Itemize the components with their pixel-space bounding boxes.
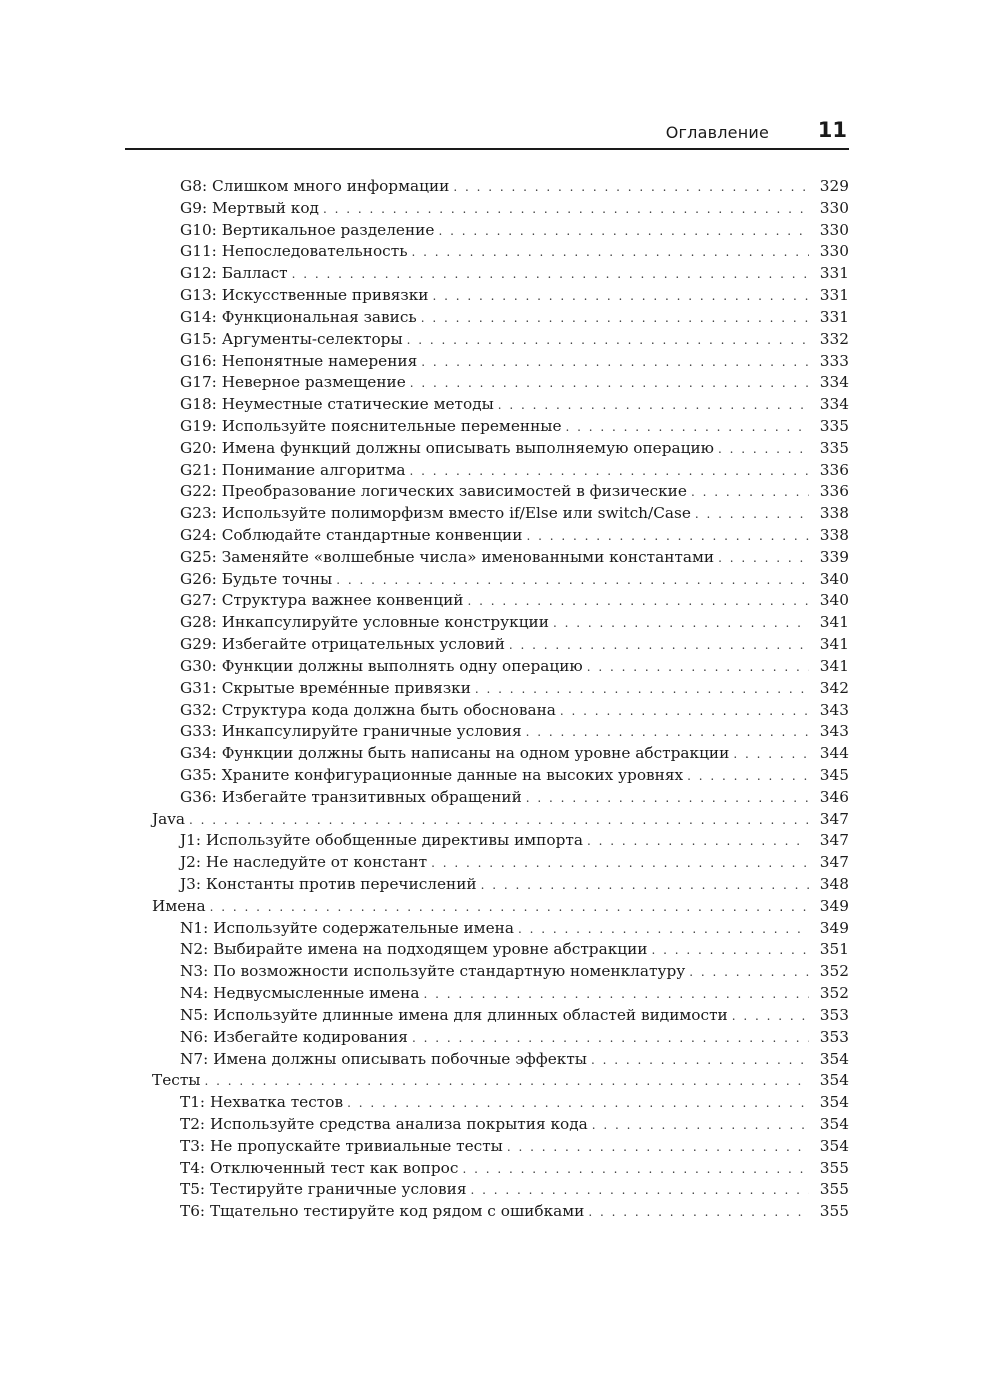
- dot-leader: [587, 657, 809, 679]
- toc-entry-title: G34: Функции должны быть написаны на одном уровне абстракции: [180, 744, 730, 763]
- toc-entry-title: G33: Инкапсулируйте граничные условия: [180, 722, 522, 741]
- toc-entry-page: 338: [819, 526, 849, 544]
- toc-entry-title: N5: Используйте длинные имена для длинных областей видимости: [180, 1005, 728, 1024]
- toc-entry-page: 346: [819, 787, 849, 806]
- toc-entry-row: [152, 1179, 849, 1201]
- toc-entry-row: [152, 918, 849, 940]
- toc-entry-page: 329: [819, 177, 849, 195]
- toc-entry-title: G36: Избегайте транзитивных обращений: [180, 787, 522, 806]
- dot-leader: [292, 264, 809, 286]
- toc-entry-page: 336: [819, 482, 849, 501]
- toc-entry-row: [152, 263, 849, 285]
- toc-entry-row: [152, 634, 849, 656]
- toc-entry-row: [152, 983, 849, 1005]
- toc-entry-title: T5: Тестируйте граничные условия: [180, 1180, 467, 1199]
- dot-leader: [509, 635, 809, 657]
- toc-entry-row: [152, 1049, 849, 1071]
- toc-entry-page: 336: [819, 460, 849, 479]
- toc-entry-row: [152, 830, 849, 852]
- toc-entry-title: T6: Тщательно тестируйте код рядом с ошибками: [180, 1202, 585, 1221]
- toc-entry-page: 338: [819, 504, 849, 523]
- toc-entry-row: [152, 372, 849, 394]
- toc-entry-page: 353: [819, 1027, 849, 1046]
- toc-entry-title: G29: Избегайте отрицательных условий: [180, 635, 505, 654]
- toc-entry-title: J3: Константы против перечислений: [180, 875, 477, 893]
- dot-leader: [475, 679, 809, 701]
- toc-entry-title: N6: Избегайте кодирования: [180, 1027, 408, 1046]
- toc-entry-page: 334: [819, 373, 849, 392]
- toc-entry-title: G31: Скрытые времéнные привязки: [180, 678, 471, 697]
- toc-entry-title: G10: Вертикальное разделение: [180, 220, 435, 239]
- toc-entry-row: [152, 656, 849, 678]
- dot-leader: [189, 810, 809, 832]
- dot-leader: [691, 482, 809, 504]
- toc-entry-title: G24: Соблюдайте стандартные конвенции: [180, 526, 523, 544]
- dot-leader: [591, 1050, 809, 1072]
- dot-leader: [560, 701, 809, 723]
- toc-entry-page: 354: [819, 1114, 849, 1133]
- dot-leader: [412, 242, 809, 264]
- toc-entry-row: [152, 700, 849, 722]
- toc-entry-title: G27: Структура важнее конвенций: [180, 591, 464, 610]
- toc-entry-row: [152, 1201, 849, 1223]
- toc-entry-title: G17: Неверное размещение: [180, 373, 406, 392]
- toc-entry-page: 349: [819, 896, 849, 915]
- toc-entry-title: N3: По возможности используйте стандартную номенклатуру: [180, 962, 686, 981]
- dot-leader: [462, 1159, 809, 1181]
- toc-section-row: [152, 896, 849, 918]
- toc-entry-title: J2: Не наследуйте от констант: [180, 853, 428, 872]
- dot-leader: [432, 286, 809, 308]
- dot-leader: [423, 984, 809, 1006]
- toc-entry-row: [152, 329, 849, 351]
- toc-entry-page: 344: [819, 744, 849, 763]
- toc-entry-row: [152, 394, 849, 416]
- toc-entry-page: 335: [819, 416, 849, 435]
- toc-entry-page: 334: [819, 395, 849, 414]
- toc-entry-row: [152, 678, 849, 700]
- toc-entry-row: [152, 198, 849, 220]
- dot-leader: [526, 526, 809, 548]
- toc-entry-page: 353: [819, 1005, 849, 1024]
- toc-entry-row: [152, 1092, 849, 1114]
- toc-entry-page: 331: [819, 264, 849, 283]
- toc-entry-row: [152, 176, 849, 198]
- dot-leader: [410, 373, 809, 395]
- toc-entry-page: 355: [819, 1158, 849, 1177]
- dot-leader: [323, 199, 809, 221]
- dot-leader: [507, 1137, 809, 1159]
- toc-entry-title: G23: Используйте полиморфизм вместо if/Else или switch/Case: [180, 504, 691, 523]
- page-number: 11: [817, 118, 847, 142]
- toc-entry-page: 333: [819, 351, 849, 370]
- toc-entry-title: T1: Нехватка тестов: [180, 1093, 344, 1112]
- table-of-contents: [152, 176, 849, 1223]
- toc-entry-page: 340: [819, 591, 849, 610]
- toc-entry-row: [152, 307, 849, 329]
- toc-entry-page: 345: [819, 765, 849, 784]
- toc-entry-row: [152, 1158, 849, 1180]
- toc-entry-title: G9: Мертвый код: [180, 198, 319, 217]
- toc-entry-title: G25: Заменяйте «волшебные числа» именованными константами: [180, 547, 715, 566]
- toc-entry-page: 354: [819, 1049, 849, 1068]
- toc-entry-title: G11: Непоследовательность: [180, 242, 408, 261]
- toc-entry-page: 330: [819, 198, 849, 217]
- toc-entry-page: 347: [819, 853, 849, 872]
- toc-entry-title: N2: Выбирайте имена на подходящем уровне абстракции: [180, 940, 648, 959]
- dot-leader: [587, 831, 809, 853]
- dot-leader: [526, 722, 809, 744]
- toc-entry-page: 348: [819, 875, 849, 893]
- dot-leader: [498, 395, 809, 417]
- toc-entry-row: [152, 939, 849, 961]
- toc-entry-row: [152, 569, 849, 591]
- toc-entry-row: [152, 503, 849, 525]
- dot-leader: [204, 1071, 809, 1093]
- toc-entry-page: 341: [819, 613, 849, 632]
- toc-entry-title: G22: Преобразование логических зависимостей в физические: [180, 482, 687, 501]
- toc-entry-page: 355: [819, 1180, 849, 1199]
- dot-leader: [695, 504, 809, 526]
- toc-entry-title: Тесты: [152, 1071, 201, 1090]
- toc-entry-row: [152, 743, 849, 765]
- dot-leader: [431, 853, 809, 875]
- toc-entry-row: [152, 351, 849, 373]
- toc-entry-row: [152, 525, 849, 547]
- dot-leader: [421, 308, 809, 330]
- dot-leader: [410, 461, 810, 483]
- toc-entry-page: 347: [819, 831, 849, 850]
- running-header-title: Оглавление: [665, 123, 769, 142]
- toc-entry-row: [152, 787, 849, 809]
- toc-entry-page: 351: [819, 940, 849, 959]
- toc-entry-title: N7: Имена должны описывать побочные эффекты: [180, 1049, 587, 1068]
- toc-section-row: [152, 809, 849, 831]
- dot-leader: [652, 940, 810, 962]
- toc-entry-page: 341: [819, 656, 849, 675]
- toc-entry-title: G15: Аргументы-селекторы: [180, 329, 403, 348]
- toc-entry-title: J1: Используйте обобщенные директивы импорта: [180, 831, 583, 850]
- dot-leader: [689, 962, 809, 984]
- toc-entry-page: 335: [819, 438, 849, 457]
- dot-leader: [453, 177, 809, 199]
- toc-entry-page: 331: [819, 286, 849, 305]
- toc-entry-row: [152, 612, 849, 634]
- toc-entry-row: [152, 416, 849, 438]
- toc-entry-title: Имена: [152, 896, 206, 915]
- toc-entry-title: G35: Храните конфигурационные данные на высоких уровнях: [180, 765, 684, 784]
- dot-leader: [407, 330, 809, 352]
- toc-entry-row: [152, 721, 849, 743]
- toc-entry-row: [152, 1114, 849, 1136]
- toc-entry-title: G30: Функции должны выполнять одну операцию: [180, 656, 583, 675]
- dot-leader: [470, 1180, 809, 1202]
- toc-entry-page: 343: [819, 700, 849, 719]
- toc-entry-row: [152, 285, 849, 307]
- toc-entry-title: G18: Неуместные статические методы: [180, 395, 494, 414]
- toc-entry-page: 330: [819, 220, 849, 239]
- toc-entry-page: 331: [819, 307, 849, 326]
- toc-entry-row: [152, 961, 849, 983]
- toc-entry-title: G13: Искусственные привязки: [180, 286, 429, 305]
- toc-entry-title: G20: Имена функций должны описывать выполняемую операцию: [180, 438, 714, 457]
- toc-entry-row: [152, 460, 849, 482]
- dot-leader: [421, 352, 809, 374]
- toc-entry-title: G19: Используйте пояснительные переменные: [180, 416, 562, 435]
- toc-entry-title: T4: Отключенный тест как вопрос: [180, 1158, 459, 1177]
- toc-entry-row: [152, 438, 849, 460]
- toc-entry-page: 330: [819, 242, 849, 261]
- dot-leader: [566, 417, 810, 439]
- dot-leader: [732, 1006, 809, 1028]
- toc-entry-title: G21: Понимание алгоритма: [180, 460, 406, 479]
- toc-section-row: [152, 1070, 849, 1092]
- toc-entry-title: G12: Балласт: [180, 264, 288, 283]
- toc-entry-title: N4: Недвусмысленные имена: [180, 984, 420, 1003]
- toc-entry-row: [152, 765, 849, 787]
- dot-leader: [412, 1028, 809, 1050]
- toc-entry-page: 343: [819, 722, 849, 741]
- dot-leader: [481, 875, 809, 897]
- dot-leader: [336, 570, 809, 592]
- dot-leader: [718, 439, 809, 461]
- dot-leader: [467, 591, 809, 613]
- toc-entry-page: 355: [819, 1202, 849, 1221]
- toc-entry-title: G16: Непонятные намерения: [180, 351, 418, 370]
- dot-leader: [588, 1202, 809, 1224]
- toc-entry-row: [152, 1136, 849, 1158]
- dot-leader: [347, 1093, 809, 1115]
- dot-leader: [687, 766, 809, 788]
- dot-leader: [592, 1115, 809, 1137]
- toc-entry-page: 332: [819, 329, 849, 348]
- toc-entry-row: [152, 547, 849, 569]
- toc-entry-row: [152, 852, 849, 874]
- toc-entry-row: [152, 590, 849, 612]
- toc-entry-page: 354: [819, 1071, 849, 1090]
- toc-entry-page: 354: [819, 1093, 849, 1112]
- toc-entry-row: [152, 1027, 849, 1049]
- dot-leader: [733, 744, 809, 766]
- dot-leader: [718, 548, 809, 570]
- toc-entry-title: G14: Функциональная завись: [180, 307, 417, 326]
- dot-leader: [438, 221, 809, 243]
- dot-leader: [210, 897, 809, 919]
- toc-entry-page: 349: [819, 918, 849, 937]
- toc-entry-page: 339: [819, 547, 849, 566]
- toc-entry-title: G32: Структура кода должна быть обоснована: [180, 700, 556, 719]
- toc-entry-title: G28: Инкапсулируйте условные конструкции: [180, 613, 549, 632]
- toc-entry-page: 342: [819, 678, 849, 697]
- toc-entry-title: T3: Не пропускайте тривиальные тесты: [180, 1136, 503, 1155]
- running-header: [125, 118, 849, 150]
- toc-entry-title: G8: Слишком много информации: [180, 177, 450, 195]
- toc-entry-page: 341: [819, 635, 849, 654]
- toc-entry-row: [152, 1005, 849, 1027]
- toc-entry-page: 352: [819, 962, 849, 981]
- toc-entry-title: N1: Используйте содержательные имена: [180, 918, 514, 937]
- toc-entry-title: T2: Используйте средства анализа покрытия кода: [180, 1114, 588, 1133]
- toc-entry-title: G26: Будьте точны: [180, 569, 333, 588]
- toc-entry-page: 340: [819, 569, 849, 588]
- toc-entry-title: Java: [152, 809, 186, 828]
- toc-entry-page: 352: [819, 984, 849, 1003]
- dot-leader: [518, 919, 809, 941]
- toc-entry-row: [152, 874, 849, 896]
- dot-leader: [526, 788, 809, 810]
- toc-entry-row: [152, 481, 849, 503]
- toc-entry-page: 354: [819, 1136, 849, 1155]
- toc-entry-row: [152, 220, 849, 242]
- toc-entry-page: 347: [819, 809, 849, 828]
- dot-leader: [553, 613, 809, 635]
- toc-entry-row: [152, 241, 849, 263]
